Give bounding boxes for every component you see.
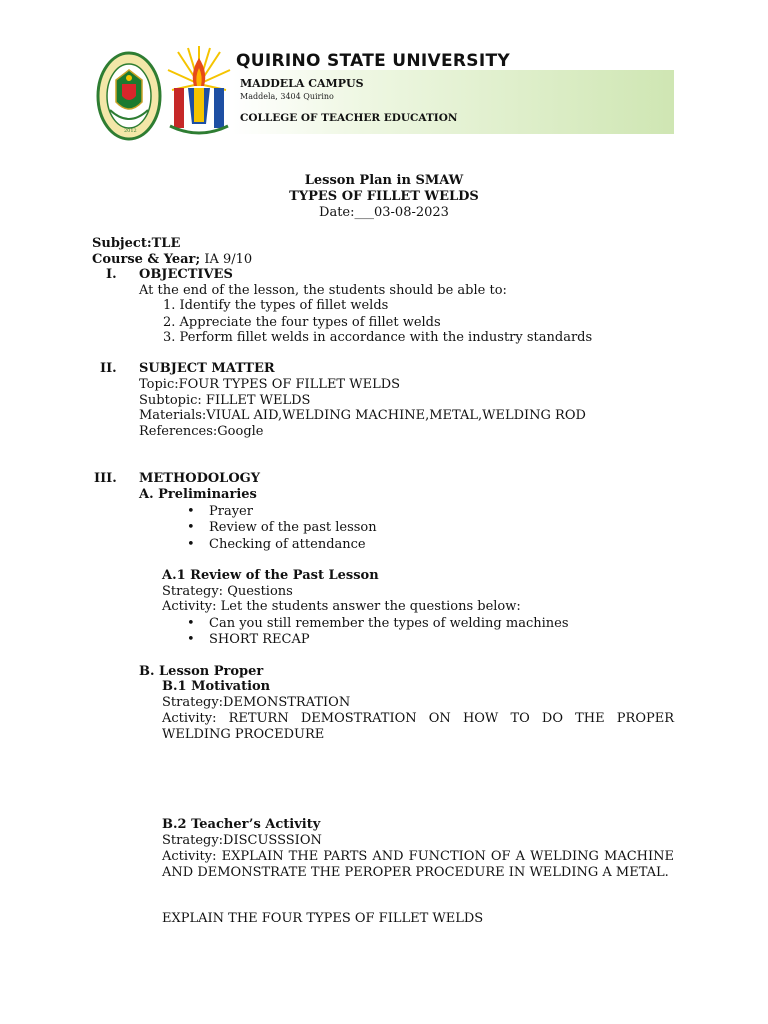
objectives-heading: OBJECTIVES: [139, 267, 233, 282]
teacher-activity-strategy: Strategy:DISCUSSSION: [162, 833, 322, 848]
university-seal-logo: [96, 50, 162, 142]
teacher-activity-description: Activity: EXPLAIN THE PARTS AND FUNCTION OF A WELDING MACHINE AND DEMONSTRATE THE PEROPER PROCEDURE IN WELDING A METAL.: [162, 849, 674, 880]
lesson-plan-title: Lesson Plan in SMAW: [304, 173, 464, 188]
campus-address: Maddela, 3404 Quirino: [240, 92, 334, 101]
course-line: [92, 252, 252, 268]
motivation-strategy: Strategy:DEMONSTRATION: [162, 695, 351, 710]
course-value: IA 9/10: [200, 252, 253, 267]
methodology-numeral: III.: [94, 471, 117, 486]
references-line: References:Google: [139, 424, 264, 439]
subtopic-line: Subtopic: FILLET WELDS: [139, 393, 311, 408]
objectives-numeral: I.: [106, 267, 117, 282]
subject-label: Subject:: [92, 236, 152, 251]
university-name: QUIRINO STATE UNIVERSITY: [236, 51, 510, 71]
motivation-heading: B.1 Motivation: [162, 679, 271, 694]
objective-item: 1. Identify the types of fillet welds: [163, 298, 389, 313]
seal-year: 2012: [124, 128, 137, 134]
methodology-heading: METHODOLOGY: [139, 471, 261, 486]
topic-line: Topic:FOUR TYPES OF FILLET WELDS: [139, 377, 401, 392]
list-item: • Checking of attendance: [209, 537, 366, 553]
lesson-topic-title: TYPES OF FILLET WELDS: [289, 189, 479, 204]
objectives-intro: At the end of the lesson, the students should be able to:: [139, 283, 507, 298]
subject-matter-heading: SUBJECT MATTER: [139, 361, 275, 376]
list-item: • Review of the past lesson: [209, 520, 377, 536]
explain-fillet-welds: EXPLAIN THE FOUR TYPES OF FILLET WELDS: [162, 911, 484, 926]
subject-value: TLE: [151, 236, 181, 251]
subject-matter-numeral: II.: [100, 361, 117, 376]
lesson-date: Date:___03-08-2023: [319, 205, 449, 220]
list-item: • SHORT RECAP: [209, 632, 310, 648]
motivation-activity: Activity: RETURN DEMOSTRATION ON HOW TO DO THE PROPER WELDING PROCEDURE: [162, 711, 674, 742]
objective-item: 2. Appreciate the four types of fillet welds: [163, 315, 441, 330]
list-item: • Can you still remember the types of welding machines: [209, 616, 569, 632]
objective-item: 3. Perform fillet welds in accordance with the industry standards: [163, 330, 593, 345]
list-item: • Prayer: [209, 504, 253, 520]
teacher-activity-heading: B.2 Teacher’s Activity: [162, 817, 321, 832]
course-label: Course & Year;: [92, 252, 201, 267]
torch-emblem-logo: [166, 44, 232, 140]
lesson-proper-heading: B. Lesson Proper: [139, 664, 264, 679]
college-name: COLLEGE OF TEACHER EDUCATION: [240, 112, 458, 124]
preliminaries-heading: A. Preliminaries: [139, 487, 257, 502]
review-strategy: Strategy: Questions: [162, 584, 293, 599]
materials-line: Materials:VIUAL AID,WELDING MACHINE,METAL,WELDING ROD: [139, 408, 586, 423]
campus-name: MADDELA CAMPUS: [240, 77, 364, 90]
review-heading: A.1 Review of the Past Lesson: [162, 568, 379, 583]
subject-line: [92, 236, 180, 252]
review-activity: Activity: Let the students answer the questions below:: [162, 599, 521, 614]
